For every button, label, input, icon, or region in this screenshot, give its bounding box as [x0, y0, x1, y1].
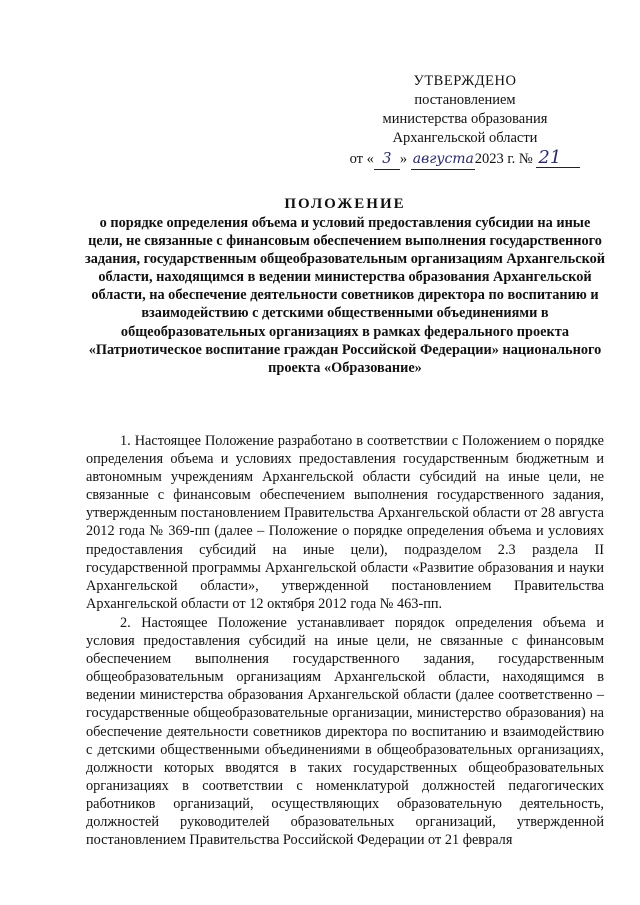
approval-stamp [340, 72, 590, 170]
date-day-handwritten: 3 [374, 150, 400, 170]
doc-number-handwritten: 21 [536, 148, 580, 168]
approval-line-2: министерства образования [382, 111, 548, 127]
approval-date-line [340, 148, 590, 170]
date-year: 2023 г. № [474, 151, 533, 167]
date-quote-close: » [399, 151, 408, 167]
paragraph-1: 1. Настоящее Положение разработано в соответствии с Положением о порядке определения объема и условиях предоставления государственным бюджетным и автономным учреждениям Архангельской области субсидий на иные цели, не связанные с финансовым обеспечением выполнения государственного задания, утвержденным постановлением Правительства Архангельской области от 28 августа 2012 года № 369-пп (далее – Положение о порядке определения объема и условиях предоставления субсидий на иные цели), подразделом 2.3 раздела II государственной программы Архангельской области «Развитие образования и науки Архангельской области», утвержденной постановлением Правительства Архангельской области от 12 октября 2012 года № 463-пп. [86, 433, 604, 612]
document-body [86, 432, 604, 849]
date-month-handwritten: августа [411, 150, 475, 170]
document-subtitle: о порядке определения объема и условий предоставления субсидии на иные цели, не связанные с финансовым обеспечением выполнения государственного задания, государственным общеобразовательным организациям Архангельской области, находящимся в ведении министерства образования Архангельской области, на обеспечение деятельности советников директора по воспитанию и взаимодействию с детскими общественными объединениями в общеобразовательных организациях в рамках федерального проекта «Патриотическое воспитание граждан Российской Федерации» национального проекта «Образование» [84, 215, 606, 376]
approval-heading: УТВЕРЖДЕНО [413, 73, 517, 89]
document-title: ПОЛОЖЕНИЕ [284, 196, 406, 212]
paragraph-2: 2. Настоящее Положение устанавливает порядок определения объема и условия предоставления субсидий на иные цели, не связанные с финансовым обеспечением выполнения государственного задания, государственным общеобразовательным организациям Архангельской области, находящимся в ведении министерства образования Архангельской области (далее соответственно – государственные общеобразовательные организации, министерство образования) на обеспечение деятельности советников директора по воспитанию и взаимодействию с детскими общественными объединениями в общеобразовательных организациях, должности которых вводятся в таких государственных общеобразовательных организациях в соответствии с номенклатурой должностей педагогических работников организаций, осуществляющих образовательную деятельность, должностей руководителей образовательных организаций, утвержденной постановлением Правительства Российской Федерации от 21 февраля [86, 614, 604, 849]
date-prefix: от « [349, 151, 374, 167]
approval-line-3: Архангельской области [392, 130, 538, 146]
approval-line-1: постановлением [414, 92, 516, 108]
